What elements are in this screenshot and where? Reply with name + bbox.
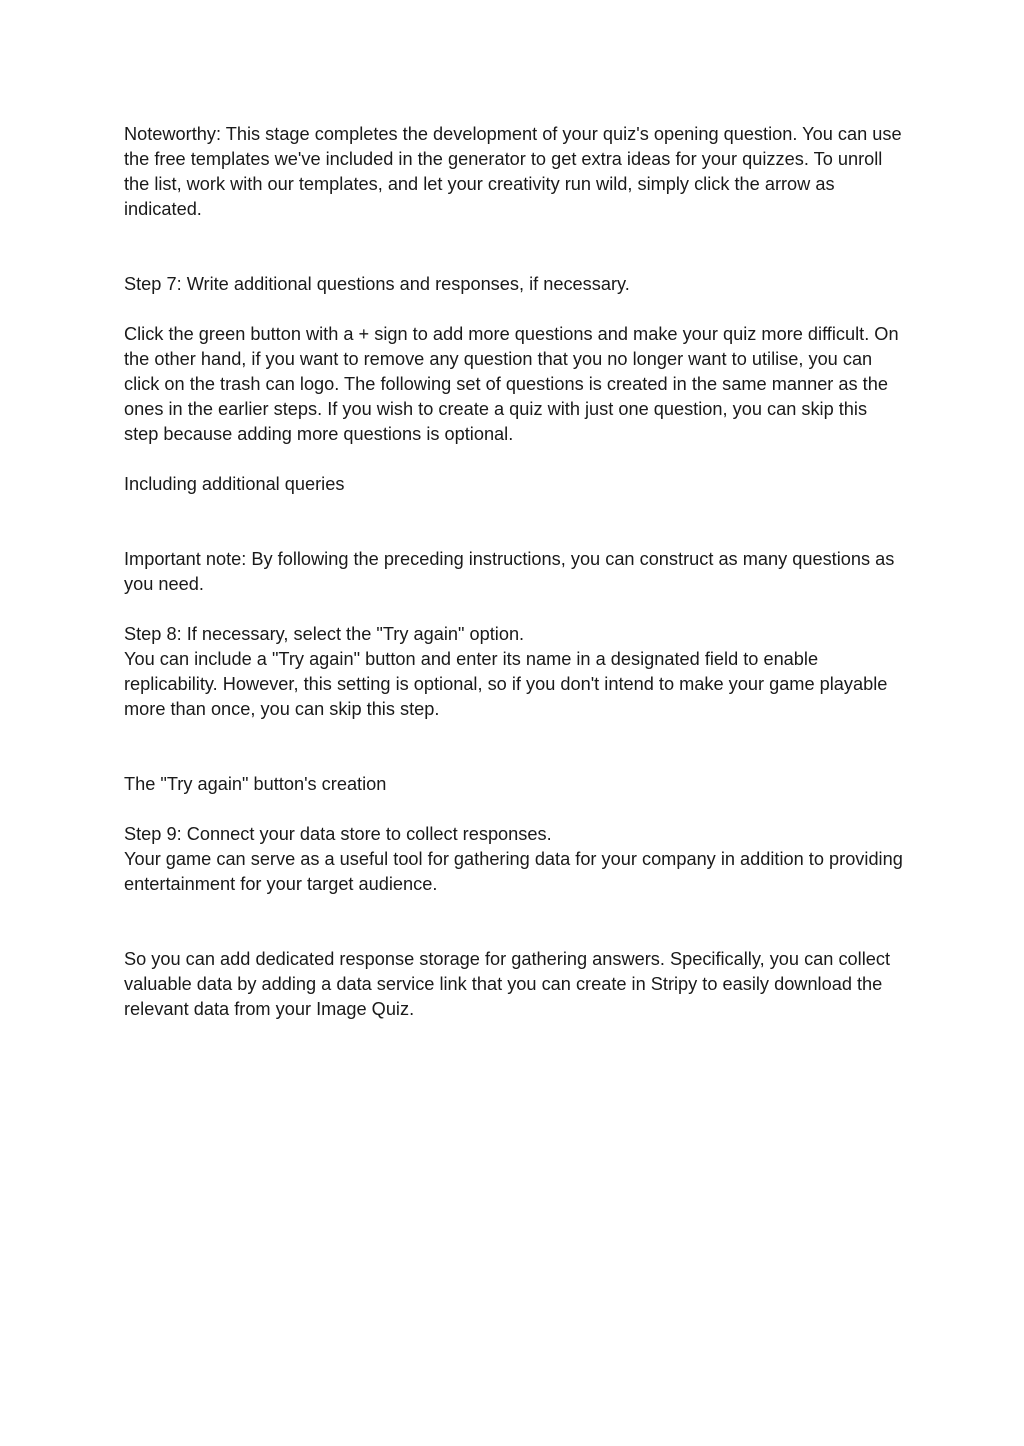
spacer	[124, 722, 904, 772]
step8-heading: Step 8: If necessary, select the "Try again" option.	[124, 624, 525, 644]
spacer	[124, 797, 904, 822]
document-body	[124, 122, 904, 1022]
spacer	[124, 297, 904, 322]
step8-paragraph: You can include a "Try again" button and enter its name in a designated field to enable replicability. However, this setting is optional, so if you don't intend to make your game playable more than once, you can skip this step.	[124, 649, 888, 719]
storage-paragraph: So you can add dedicated response storage for gathering answers. Specifically, you can collect valuable data by adding a data service link that you can create in Stripy to easily download the relevant data from your Image Quiz.	[124, 949, 891, 1019]
spacer	[124, 447, 904, 472]
noteworthy-paragraph: Noteworthy: This stage completes the development of your quiz's opening question. You can use the free templates we've included in the generator to get extra ideas for your quizzes. To unroll the list, work with our templates, and let your creativity run wild, simply click the arrow as indicated.	[124, 124, 902, 219]
spacer	[124, 497, 904, 547]
spacer	[124, 597, 904, 622]
important-note-paragraph: Important note: By following the preceding instructions, you can construct as many questions as you need.	[124, 549, 895, 594]
step7-heading: Step 7: Write additional questions and responses, if necessary.	[124, 274, 630, 294]
step9-paragraph: Your game can serve as a useful tool for gathering data for your company in addition to providing entertainment for your target audience.	[124, 849, 903, 894]
including-queries-caption: Including additional queries	[124, 474, 345, 494]
try-again-caption: The "Try again" button's creation	[124, 774, 387, 794]
spacer	[124, 222, 904, 272]
step9-heading: Step 9: Connect your data store to collect responses.	[124, 824, 552, 844]
step7-paragraph: Click the green button with a + sign to add more questions and make your quiz more difficult. On the other hand, if you want to remove any question that you no longer want to utilise, you can click on the trash can logo. The following set of questions is created in the same manner as the ones in the earlier steps. If you wish to create a quiz with just one question, you can skip this step because adding more questions is optional.	[124, 324, 899, 444]
spacer	[124, 897, 904, 947]
